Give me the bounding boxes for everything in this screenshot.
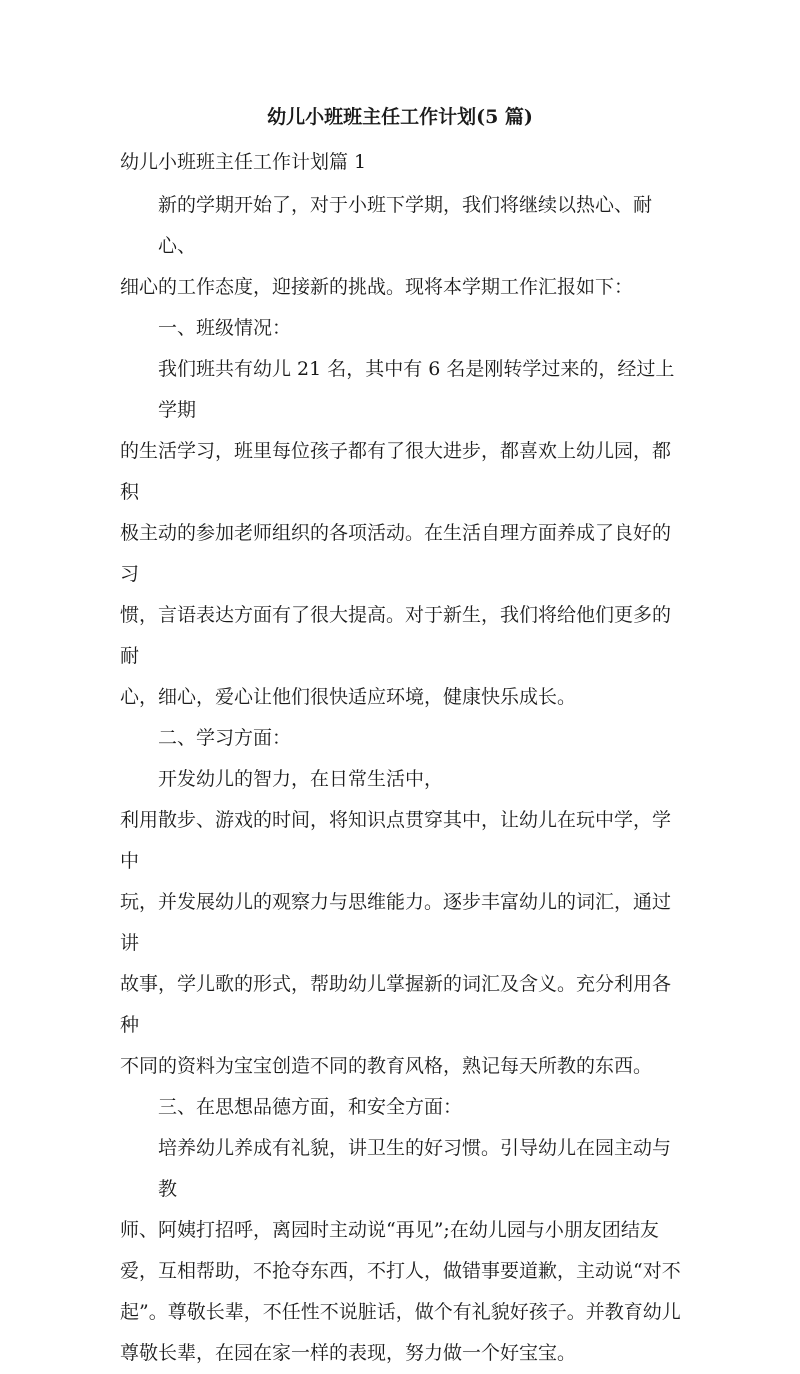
document-body: [120, 185, 682, 1374]
section-label: [120, 718, 682, 759]
text-line: 不同的资料为宝宝创造不同的教育风格，熟记每天所教的东西。: [120, 1055, 653, 1077]
section-label: [120, 308, 682, 349]
text-line: 二、学习方面：: [158, 727, 292, 749]
text-line: 新的学期开始了，对于小班下学期，我们将继续以热心、耐心、: [158, 194, 653, 257]
text-line: 的生活学习，班里每位孩子都有了很大进步，都喜欢上幼儿园，都积: [120, 440, 672, 503]
text-line: 细心的工作态度，迎接新的挑战。现将本学期工作汇报如下：: [120, 276, 634, 298]
section-heading: 幼儿小班班主任工作计划篇 1: [120, 151, 367, 173]
text-line: 三、在思想品德方面，和安全方面：: [158, 1096, 463, 1118]
document-title: 幼儿小班班主任工作计划(5 篇): [267, 106, 533, 128]
text-line: 我们班共有幼儿 21 名，其中有 6 名是刚转学过来的，经过上学期: [158, 358, 675, 421]
paragraph: [120, 1128, 682, 1374]
paragraph: [120, 185, 682, 308]
paragraph: [120, 349, 682, 718]
text-line: 一、班级情况：: [158, 317, 292, 339]
text-line: 心，细心，爱心让他们很快适应环境，健康快乐成长。: [120, 686, 577, 708]
text-line: 惯，言语表达方面有了很大提高。对于新生，我们将给他们更多的耐: [120, 604, 672, 667]
text-line: 培养幼儿养成有礼貌，讲卫生的好习惯。引导幼儿在园主动与教: [158, 1137, 672, 1200]
text-line: 尊敬长辈，在园在家一样的表现，努力做一个好宝宝。: [120, 1342, 577, 1364]
text-line: 极主动的参加老师组织的各项活动。在生活自理方面养成了良好的习: [120, 522, 672, 585]
text-line: 师、阿姨打招呼，离园时主动说“再见”;在幼儿园与小朋友团结友: [120, 1219, 659, 1241]
text-line: 起”。尊敬长辈，不任性不说脏话，做个有礼貌好孩子。并教育幼儿: [120, 1301, 681, 1323]
text-line: 利用散步、游戏的时间，将知识点贯穿其中，让幼儿在玩中学，学中: [120, 809, 672, 872]
text-line: 爱，互相帮助，不抢夺东西，不打人，做错事要道歉，主动说“对不: [120, 1260, 681, 1282]
text-line: 故事，学儿歌的形式，帮助幼儿掌握新的词汇及含义。充分利用各种: [120, 973, 672, 1036]
paragraph: [120, 759, 682, 1087]
text-line: 开发幼儿的智力，在日常生活中，: [158, 768, 444, 790]
text-line: 玩，并发展幼儿的观察力与思维能力。逐步丰富幼儿的词汇，通过讲: [120, 891, 672, 954]
section-label: [120, 1087, 682, 1128]
